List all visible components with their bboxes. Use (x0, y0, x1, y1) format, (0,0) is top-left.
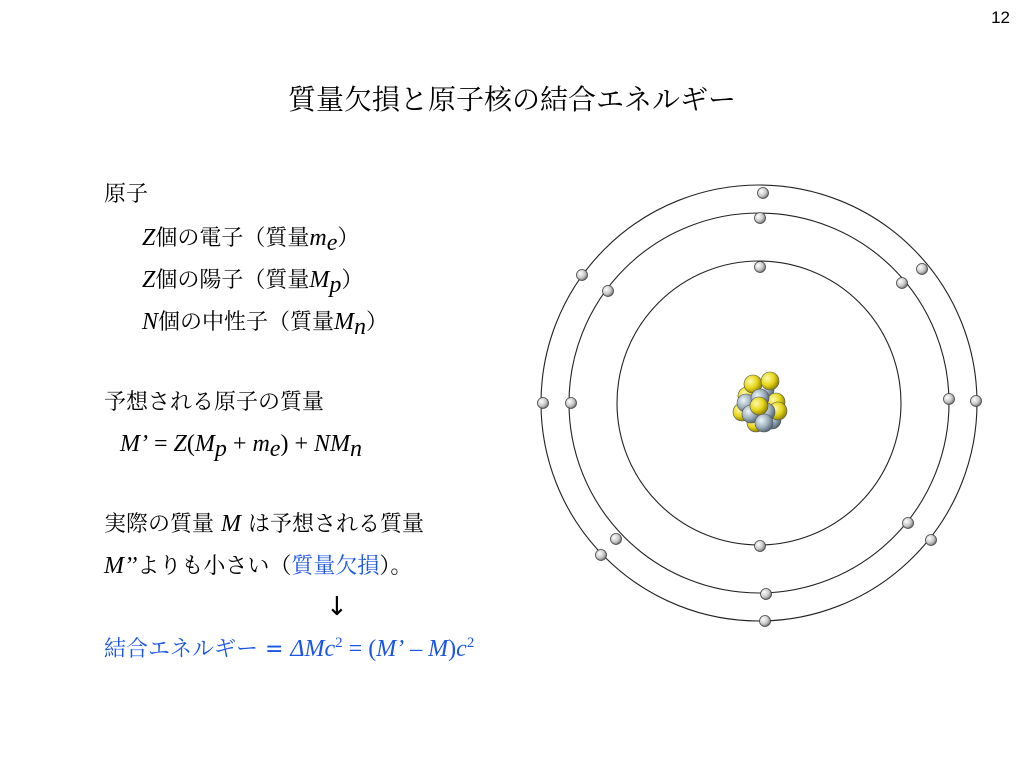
proton (761, 372, 779, 390)
neutrons-close: ） (366, 310, 389, 335)
electron (761, 589, 772, 600)
binding-energy-close: ) (448, 636, 457, 662)
atom-heading: 原子 (104, 182, 149, 207)
mass-defect-var-m: M (221, 511, 241, 537)
neutron (755, 414, 773, 432)
electrons-close: ） (337, 226, 360, 251)
mass-defect-text-b: は予想される質量 (241, 512, 424, 537)
electron (760, 616, 771, 627)
electron (758, 188, 769, 199)
mass-defect-text-a: 実際の質量 (104, 512, 221, 537)
electron (755, 262, 766, 273)
formula-z: Z (173, 431, 187, 457)
mass-defect-highlight: 質量欠損 (291, 554, 380, 579)
formula-p-sub: p (214, 436, 227, 462)
formula-me: m (252, 431, 270, 457)
electron (917, 264, 928, 275)
proton (750, 397, 768, 415)
mass-defect-line-1 (104, 512, 424, 536)
neutrons-line (142, 310, 388, 339)
slide-title: 質量欠損と原子核の結合エネルギー (287, 83, 736, 116)
binding-energy-m: M (428, 636, 449, 662)
proton-mass-var: M (309, 267, 330, 293)
formula-n-sub: n (349, 436, 362, 462)
formula-m-prime: M’ (120, 431, 148, 457)
binding-energy-equals: = ( (342, 636, 377, 662)
protons-text: 個の陽子（質量 (155, 268, 310, 293)
binding-energy-exp-1: 2 (335, 635, 343, 651)
page-number: 12 (991, 8, 1010, 27)
formula-plus-2: + (288, 431, 314, 457)
electron (538, 398, 549, 409)
electron (755, 541, 766, 552)
electron (755, 213, 766, 224)
binding-energy-c: c (456, 636, 467, 662)
protons-count-var: Z (142, 267, 156, 293)
binding-energy-minus: – (404, 636, 429, 662)
mass-defect-var-m-double-prime: M’’ (104, 553, 138, 579)
formula-nm: NM (313, 431, 350, 457)
formula-open-paren: ( (186, 431, 195, 457)
electron (611, 534, 622, 545)
electron (603, 286, 614, 297)
neutron-mass-sub: n (354, 314, 367, 340)
formula-mp: M (194, 431, 215, 457)
electron (944, 394, 955, 405)
proton-mass-sub: p (329, 272, 342, 298)
binding-energy-m-prime: M’ (376, 636, 405, 662)
neutron-mass-var: M (334, 309, 355, 335)
formula-plus-1: + (226, 431, 253, 457)
binding-energy-delta-mc: ΔMc (290, 636, 336, 662)
electrons-line (142, 226, 359, 255)
binding-energy-exp-2: 2 (466, 635, 475, 651)
protons-close: ） (341, 268, 364, 293)
mass-defect-line-2 (104, 554, 412, 578)
protons-line (142, 268, 363, 297)
binding-energy-label: 結合エネルギー = (104, 637, 291, 662)
formula-equals: = (147, 431, 174, 457)
mass-defect-text-d: ）。 (379, 554, 413, 579)
mass-defect-text-c: よりも小さい（ (137, 554, 292, 579)
atom-diagram (520, 170, 1000, 650)
down-arrow-icon: ↓ (326, 592, 348, 622)
expected-mass-formula (120, 432, 362, 461)
electron (971, 396, 982, 407)
electron (596, 550, 607, 561)
electron (577, 270, 588, 281)
electron-mass-var: m (309, 225, 327, 251)
electron (897, 278, 908, 289)
electron (903, 518, 914, 529)
expected-mass-heading: 予想される原子の質量 (104, 390, 325, 415)
neutrons-count-var: N (142, 309, 159, 335)
neutrons-text: 個の中性子（質量 (158, 310, 335, 335)
formula-close-paren: ) (280, 431, 289, 457)
electrons-count-var: Z (142, 225, 156, 251)
electron (566, 398, 577, 409)
formula-e-sub: e (269, 436, 281, 462)
nucleus (733, 372, 787, 432)
electron (926, 535, 937, 546)
electrons-text: 個の電子（質量 (155, 226, 310, 251)
binding-energy-formula (104, 636, 474, 661)
electron-mass-sub: e (326, 230, 338, 256)
